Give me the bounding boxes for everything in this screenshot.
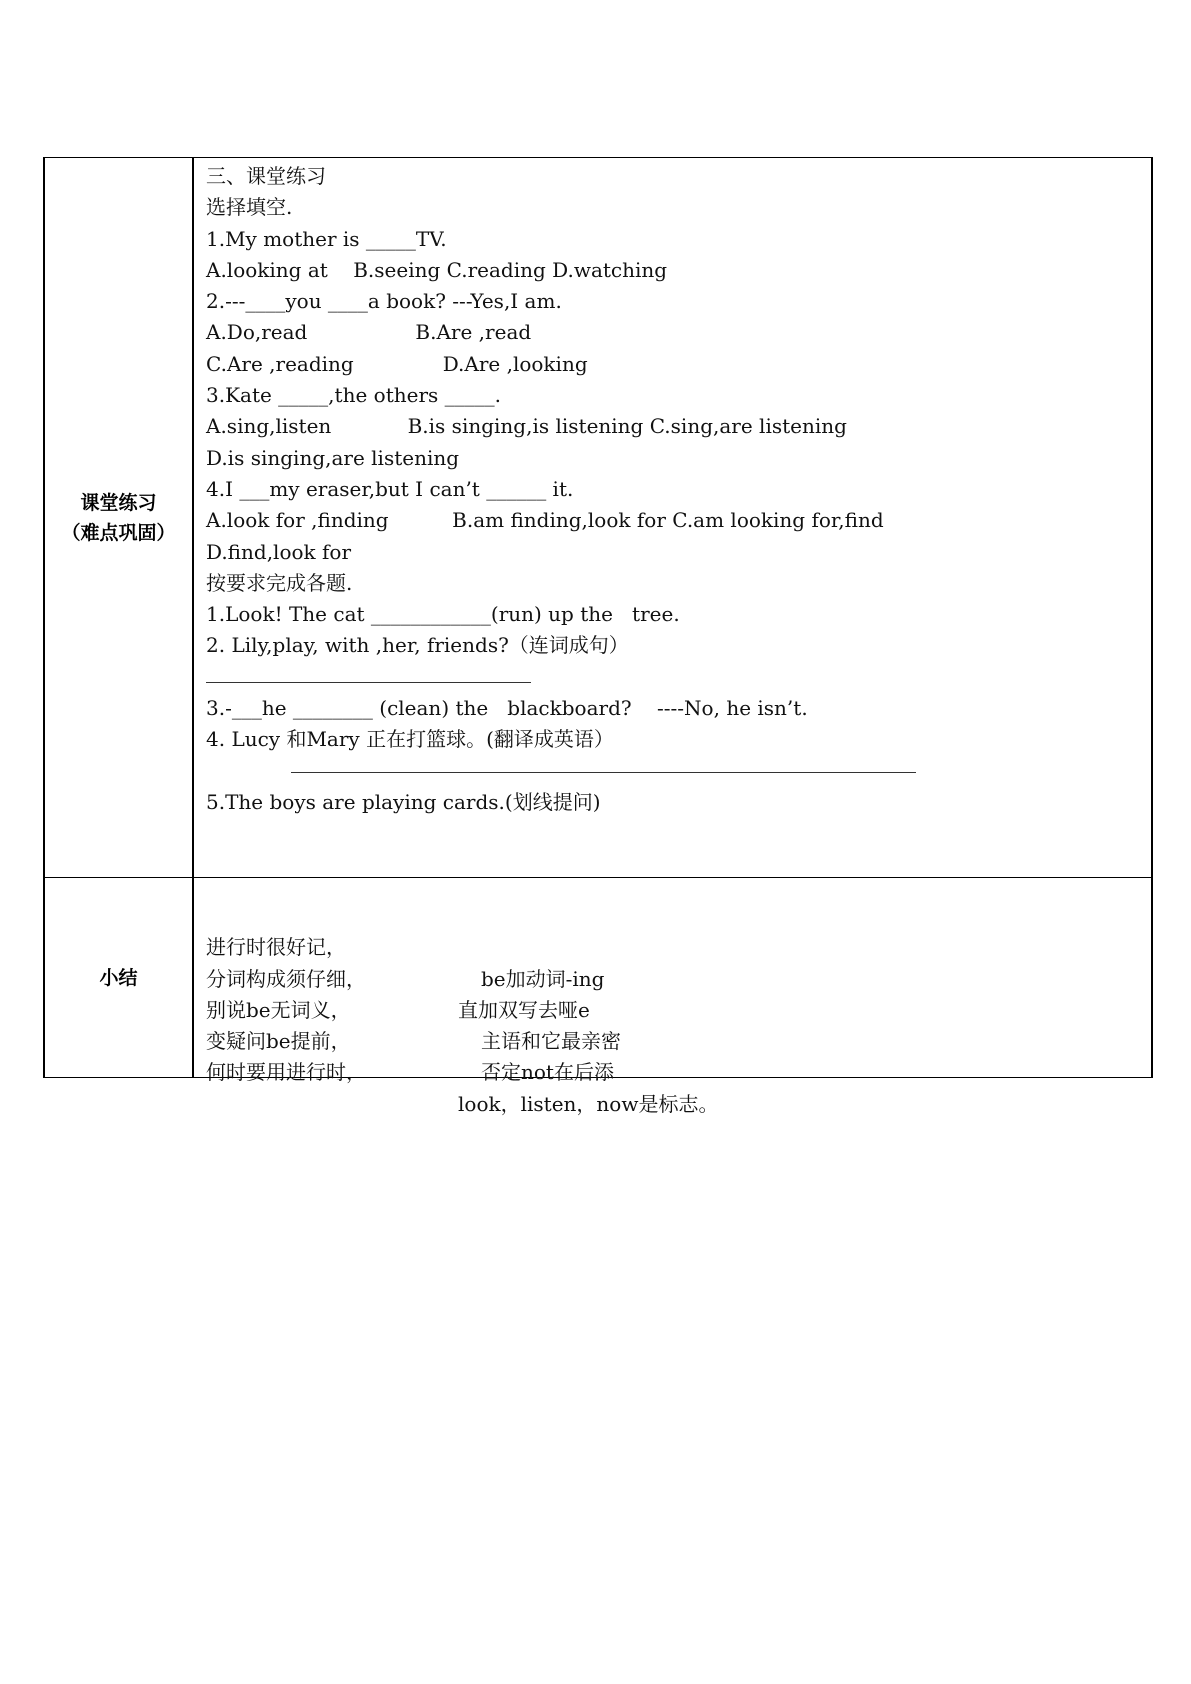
practice-line: 3.-___he ________ (clean) the blackboard? ----No, he isn’t.: [206, 696, 808, 721]
practice-label-line1: 课堂练习: [80, 491, 157, 514]
practice-line: 5.The boys are playing cards.(划线提问): [206, 789, 601, 814]
summary-left: 分词构成须仔细，: [206, 966, 366, 991]
lesson-table: [43, 157, 1153, 1116]
practice-line: A.sing,listen B.is singing,is listening C.sing,are listening: [206, 414, 847, 439]
answer-blank-line: [206, 662, 1151, 693]
answer-underline: [206, 682, 531, 683]
summary-left: 何时要用进行时，: [206, 1060, 366, 1085]
practice-label-cell: [44, 158, 193, 878]
summary-right: 主语和它最亲密: [481, 1029, 621, 1054]
practice-line: 1.My mother is _____TV.: [206, 226, 447, 251]
practice-line: D.is singing,are listening: [206, 445, 460, 470]
practice-line: A.looking at B.seeing C.reading D.watching: [206, 257, 668, 282]
practice-line: 2.---____you ____a book? ---Yes,I am.: [206, 289, 562, 314]
practice-line: A.Do,read B.Are ,read: [206, 320, 532, 345]
summary-label: 小结: [99, 966, 138, 989]
practice-line: D.find,look for: [206, 539, 352, 564]
practice-line: 4. Lucy 和Mary 正在打篮球。(翻译成英语）: [206, 727, 614, 752]
practice-line: 1.Look! The cat ____________(run) up the tree.: [206, 602, 680, 627]
summary-rhyme: [206, 881, 1151, 1116]
summary-left: 进行时很好记，: [206, 935, 346, 960]
practice-line: 按要求完成各题.: [206, 570, 353, 595]
summary-left: 别说be无词义，: [206, 997, 351, 1022]
summary-row: [44, 878, 1152, 1078]
practice-line: A.look for ,finding B.am finding,look for C.am looking for,find: [206, 508, 884, 533]
practice-line: 三、课堂练习: [206, 164, 326, 188]
practice-line: 2. Lily,play, with ,her, friends?（连词成句）: [206, 633, 629, 658]
practice-line: 4.I ___my eraser,but I can’t ______ it.: [206, 476, 574, 501]
worksheet: [43, 157, 1153, 1116]
practice-row: [44, 158, 1152, 878]
summary-right: be加动词-ing: [481, 966, 605, 991]
answer-underline: [291, 772, 916, 773]
practice-label-line2: （难点巩固）: [61, 521, 176, 544]
answer-blank-line: [206, 756, 1151, 787]
summary-right: look，listen，now是标志。: [458, 1091, 719, 1116]
practice-content-cell: [193, 158, 1152, 878]
summary-content-cell: [193, 878, 1152, 1116]
practice-line: C.Are ,reading D.Are ,looking: [206, 351, 588, 376]
practice-line: 3.Kate _____,the others _____.: [206, 383, 501, 408]
summary-label-cell: [44, 878, 193, 1078]
summary-left: 变疑问be提前，: [206, 1029, 351, 1054]
summary-right: 否定not在后添: [481, 1060, 614, 1085]
summary-right: 直加双写去哑e: [458, 997, 590, 1022]
practice-line: 选择填空.: [206, 195, 293, 220]
